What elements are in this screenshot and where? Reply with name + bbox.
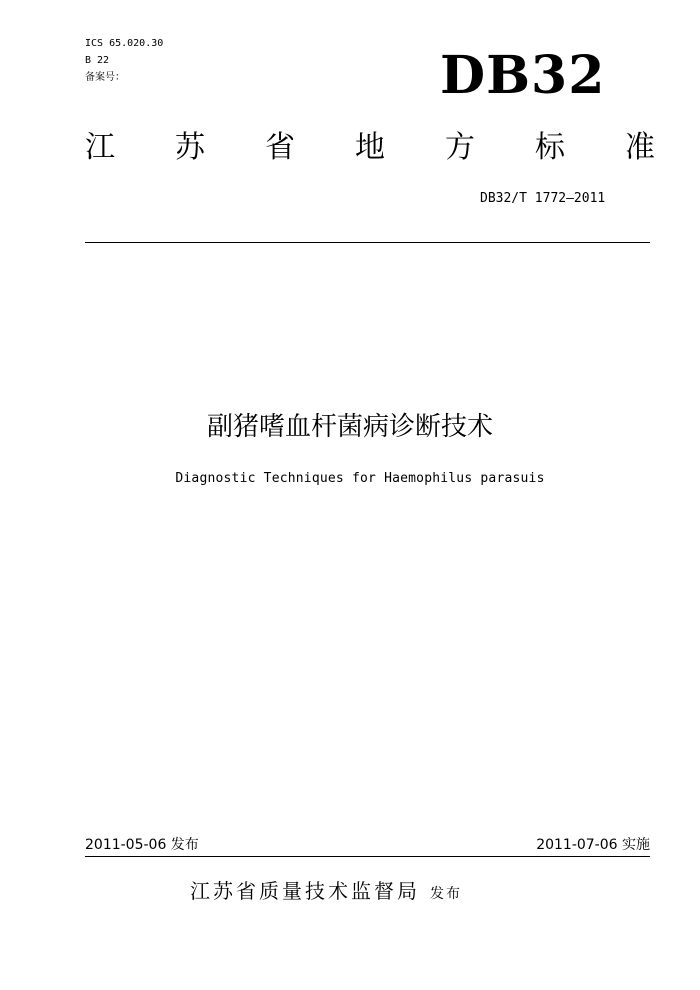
standard-category-title	[85, 128, 655, 168]
ics-code: ICS 65.020.30	[85, 38, 164, 49]
title-char: 准	[625, 130, 655, 165]
issuer-block	[190, 878, 462, 904]
title-char: 地	[355, 130, 385, 165]
title-char: 标	[535, 130, 565, 165]
title-char: 江	[85, 130, 115, 165]
implement-date: 2011-07-06 实施	[536, 837, 650, 853]
document-title: 副猪嗜血杆菌病诊断技术	[206, 412, 493, 442]
classification-code: B 22	[85, 55, 110, 66]
title-char: 苏	[175, 130, 205, 165]
record-number-label: 备案号：	[85, 72, 125, 83]
issuer-name: 江苏省质量技术监督局	[190, 879, 420, 903]
title-char: 方	[445, 130, 475, 165]
english-title: Diagnostic Techniques for Haemophilus parasuis	[175, 471, 545, 486]
title-char: 省	[265, 130, 295, 165]
top-divider	[85, 242, 650, 243]
standard-number: DB32/T 1772—2011	[480, 191, 606, 206]
publish-date: 2011-05-06 发布	[85, 837, 199, 853]
db-code: DB32	[440, 45, 606, 106]
issuer-suffix: 发布	[430, 886, 462, 902]
bottom-divider	[85, 856, 650, 857]
